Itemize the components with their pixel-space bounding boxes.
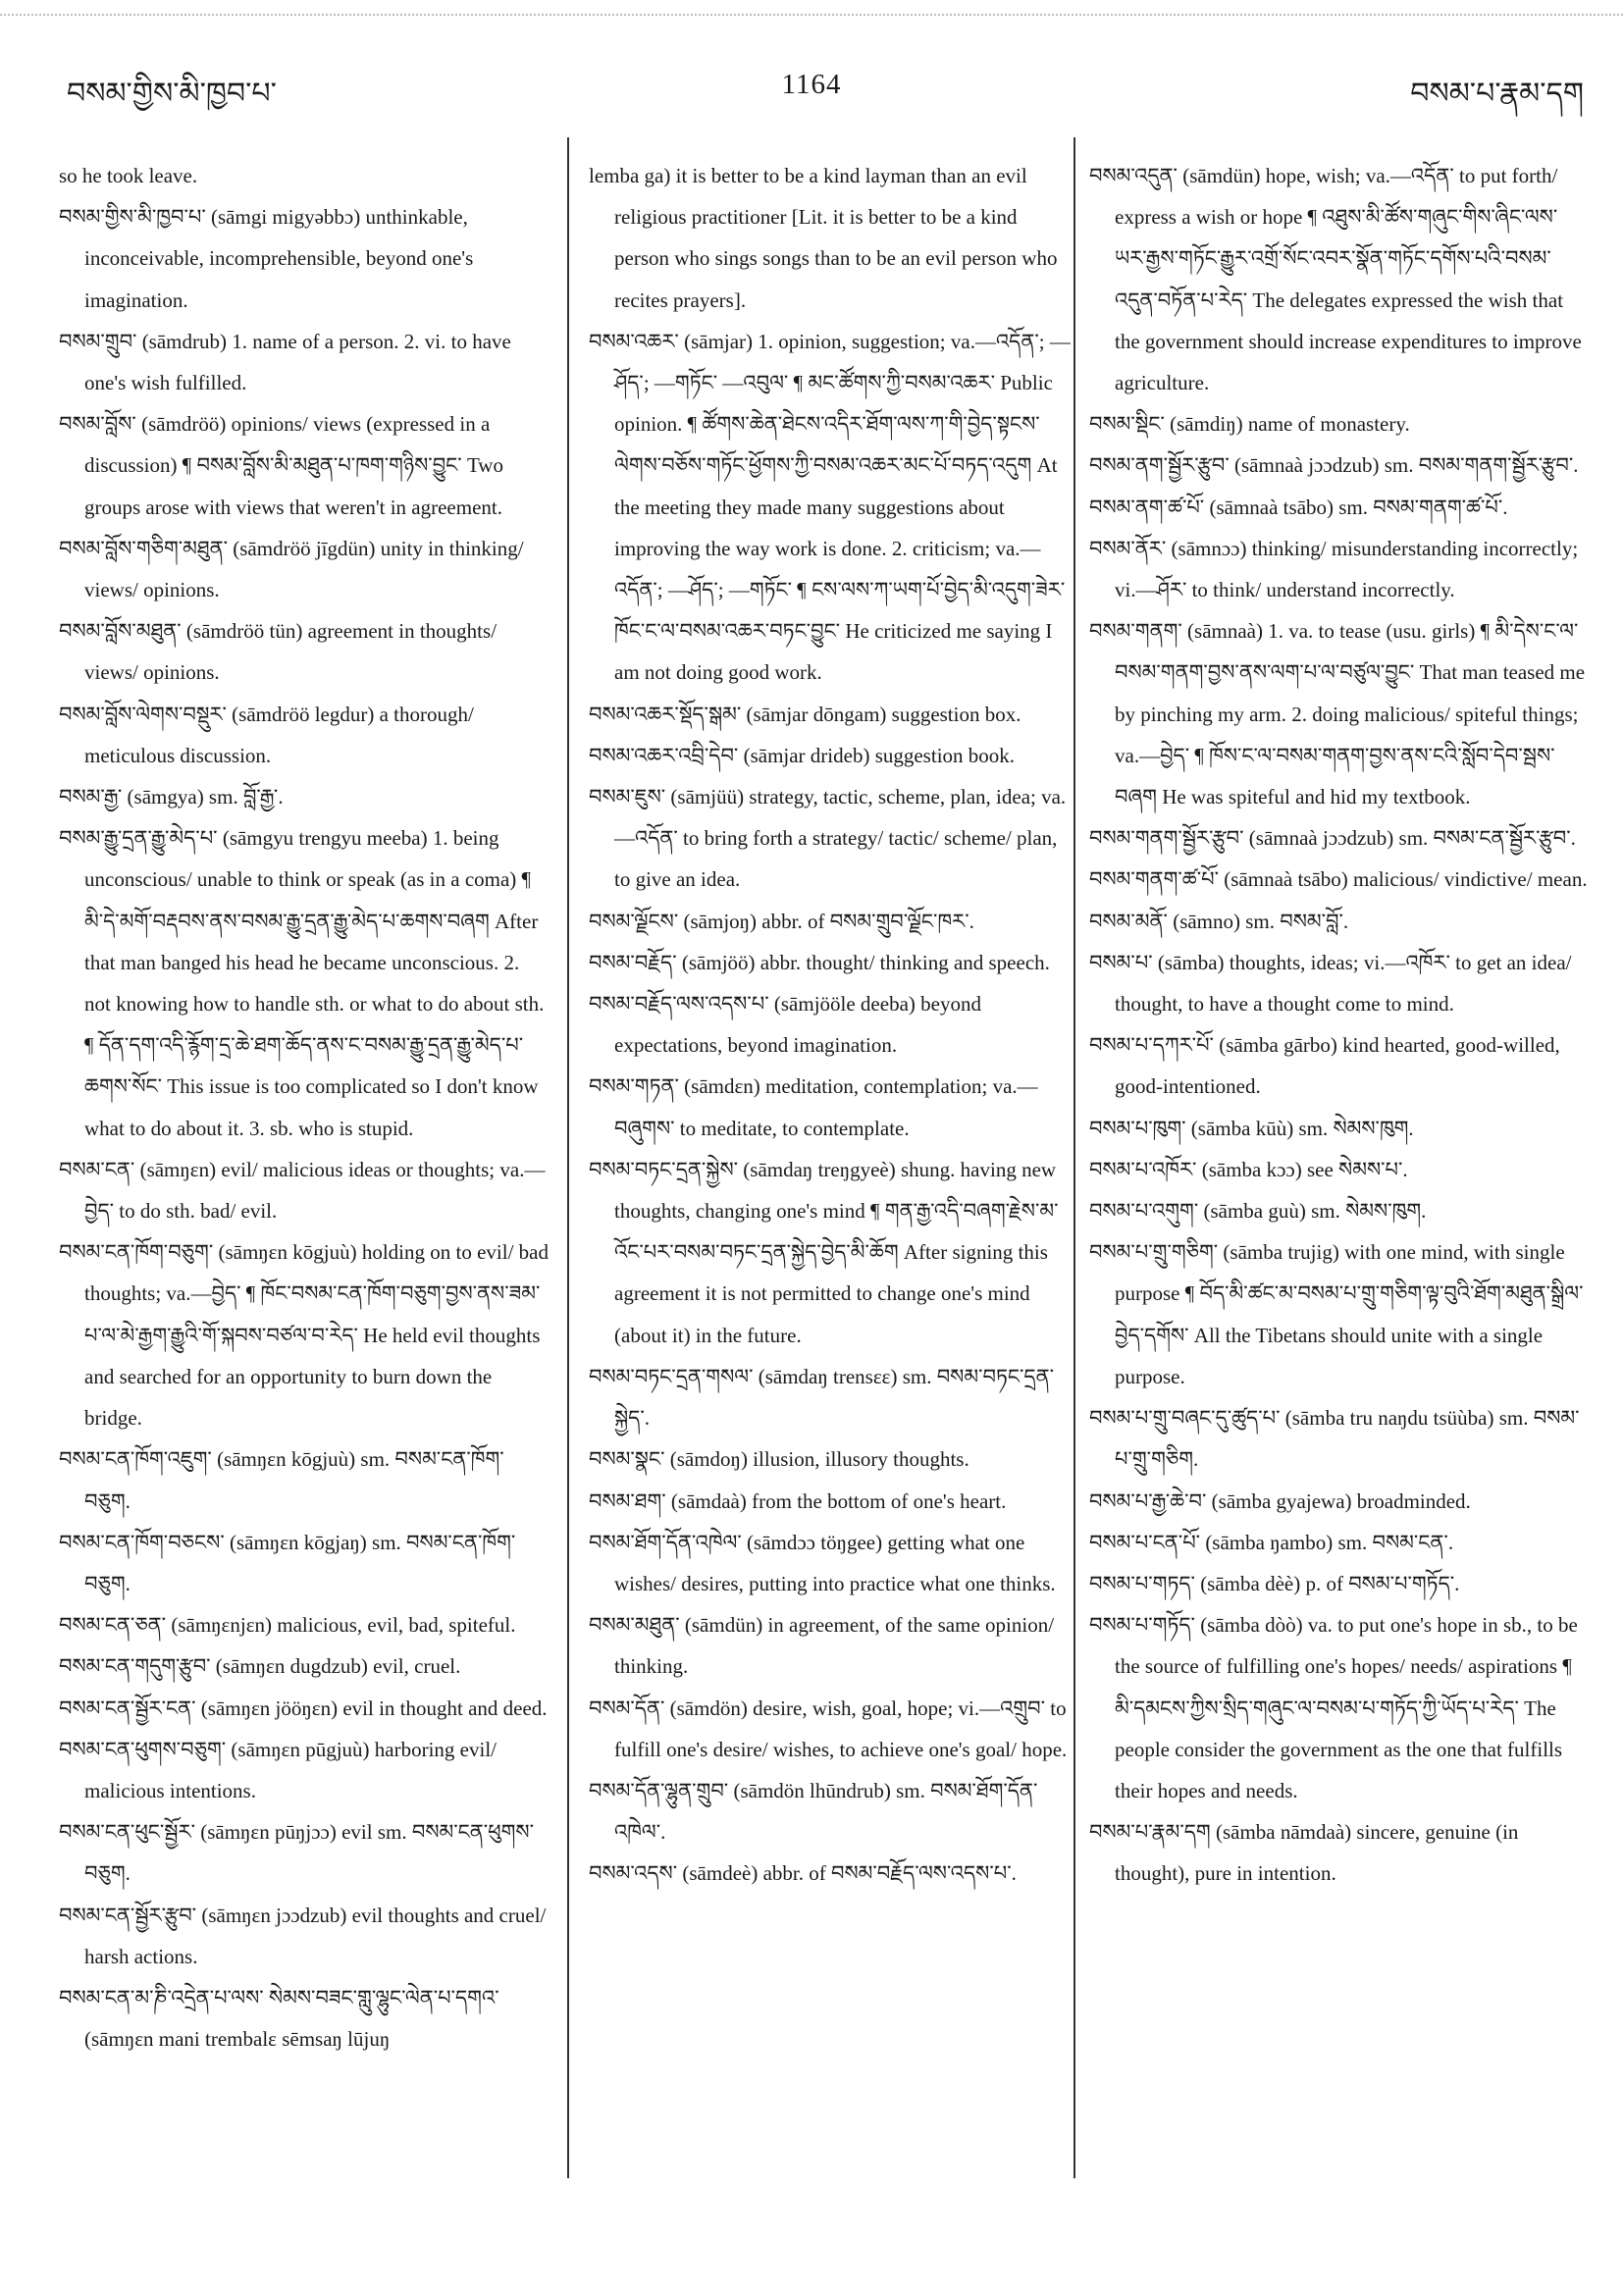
dictionary-entry: བསམ་འདས་ (sāmdeè) abbr. of བསམ་བརྗོད་ལས་འདས་པ་. [589, 1861, 1017, 1886]
dictionary-entry: བསམ་པ་རྣམ་དག (sāmba nāmdaà) sincere, genuine (in thought), pure in intention. [1089, 1820, 1519, 1886]
dictionary-entry: བསམ་པ་དཀར་པོ་ (sāmba gārbo) kind hearted, good-willed, good-intentioned. [1089, 1033, 1560, 1099]
dictionary-entry: བསམ་འཆར་སྡོད་སྒམ་ (sāmjar dōngam) suggestion box. [589, 702, 1021, 726]
column-rule-2 [1073, 137, 1075, 2178]
dictionary-entry: བསམ་ངན་མ་ཎི་འདྲེན་པ་ལས་ སེམས་བཟང་གླུ་ལྷུང་ལེན་པ་དགའ་ (sāmŋɛn mani trembalɛ sēmsaŋ lūjuŋ [59, 1985, 499, 2052]
page-number: 1164 [781, 69, 842, 100]
dictionary-entry: བསམ་འཆར་འབྲི་དེབ་ (sāmjar drideb) suggestion book. [589, 743, 1016, 767]
dictionary-entry: བསམ་སྡིང་ (sāmdiŋ) name of monastery. [1089, 412, 1410, 437]
column-left [59, 155, 550, 2060]
dictionary-entry: བསམ་གཏན་ (sāmdɛn) meditation, contemplation; va.—བཞུགས་ to meditate, to contemplate. [589, 1074, 1038, 1140]
dictionary-entry: བསམ་དོན་ (sāmdön) desire, wish, goal, hope; vi.—འགྲུབ་ to fulfill one's desire/ wishes, to achieve one's goal/ hope. [589, 1696, 1068, 1761]
dictionary-entry: བསམ་མཐུན་ (sāmdün) in agreement, of the same opinion/ thinking. [589, 1613, 1055, 1679]
dictionary-entry: བསམ་སྣང་ (sāmdoŋ) illusion, illusory thoughts. [589, 1447, 969, 1472]
dictionary-entry: བསམ་ནག་སྦྱོར་རྩུབ་ (sāmnaà jɔɔdzub) sm. བསམ་གནག་སྦྱོར་རྩུབ་. [1089, 453, 1579, 478]
dictionary-entry: བསམ་གྱིས་མི་ཁྱབ་པ་ (sāmgi migyəbbɔ) unthinkable, inconceivable, incomprehensible, beyond one's imagination. [59, 205, 474, 312]
dictionary-entry: བསམ་ནག་ཚ་པོ་ (sāmnaà tsābo) sm. བསམ་གནག་ཚ་པོ་. [1089, 495, 1508, 519]
dictionary-entry: བསམ་ཐོག་དོན་འཁེལ་ (sāmdɔɔ töŋgee) getting what one wishes/ desires, putting into practice what one thinks. [589, 1530, 1056, 1595]
dictionary-entry: བསམ་ལྗོངས་ (sāmjoŋ) abbr. of བསམ་གྲུབ་ལྗོང་ཁར་. [589, 909, 974, 933]
dictionary-entry: བསམ་བློས་ (sāmdröö) opinions/ views (expressed in a discussion) ¶ བསམ་བློས་མི་མཐུན་པ་ཁག་གཉིས་བྱུང་ Two groups arose with views that weren't in agreement. [59, 412, 503, 519]
dictionary-entry: བསམ་པ་གཏོད་ (sāmba dòò) va. to put one's hope in sb., to be the source of fulfilling one's hopes/ needs/ aspirations ¶ མི་དམངས་ཀྱིས་སྲིད་གཞུང་ལ་བསམ་པ་གཏོད་ཀྱི་ཡོད་པ་རེད་ The people consider the government as the one that fulfills their hopes and needs. [1089, 1613, 1578, 1802]
column-right [1089, 155, 1588, 1895]
dictionary-entry: བསམ་པ་ (sāmba) thoughts, ideas; vi.—འཁོར་ to get an idea/ thought, to have a thought come to mind. [1089, 950, 1572, 1017]
dictionary-entry: བསམ་ངན་ཕུང་སྦྱོར་ (sāmŋɛn pūŋjɔɔ) evil sm. བསམ་ངན་ཕུགས་བཅུག. [59, 1820, 535, 1886]
dictionary-entry: བསམ་པ་གྲུ་གཅིག་ (sāmba trujig) with one mind, with single purpose ¶ བོད་མི་ཚང་མ་བསམ་པ་གྲུ་གཅིག་ལྟ་བུའི་ཐོག་མཐུན་སྒྲིལ་བྱེད་དགོས་ All the Tibetans should unite with a single purpose. [1089, 1240, 1584, 1388]
dictionary-entry: བསམ་པ་ངན་པོ་ (sāmba ŋambo) sm. བསམ་ངན་. [1089, 1530, 1454, 1554]
dictionary-entry: བསམ་པ་གྲུ་བཞང་དུ་ཚུད་པ་ (sāmba tru naŋdu tsüùba) sm. བསམ་པ་གྲུ་གཅིག. [1089, 1406, 1580, 1472]
dictionary-entry: བསམ་གྲུབ་ (sāmdrub) 1. name of a person. 2. vi. to have one's wish fulfilled. [59, 329, 511, 395]
dictionary-entry: བསམ་ངན་ཁོག་འཇུག་ (sāmŋɛn kōgjuù) sm. བསམ་ངན་ཁོག་བཅུག. [59, 1447, 504, 1513]
dictionary-entry: བསམ་འདུན་ (sāmdün) hope, wish; va.—འདོན་ to put forth/ express a wish or hope ¶ འཐུས་མི་ཚོས་གཞུང་གིས་ཞིང་ལས་ཡར་རྒྱས་གཏོང་རྒྱུར་འགྲོ་སོང་འབར་སྣོན་གཏོང་དགོས་པའི་བསམ་འདུན་བཏོན་པ་རེད་ The delegates expressed the wish that the government should increase expenditures to improve agriculture. [1089, 164, 1582, 395]
dictionary-entry: བསམ་ངན་སྦྱོར་ངན་ (sāmŋɛn jööŋɛn) evil in thought and deed. [59, 1696, 548, 1720]
dictionary-entry: བསམ་རྒྱ་ (sāmgya) sm. བློ་རྒྱ་. [59, 785, 284, 809]
dictionary-entry: བསམ་བློས་གཅིག་མཐུན་ (sāmdröö jīgdün) unity in thinking/ views/ opinions. [59, 536, 524, 602]
dictionary-entry: བསམ་ངན་ (sāmŋɛn) evil/ malicious ideas or thoughts; va.—བྱེད་ to do sth. bad/ evil. [59, 1157, 546, 1224]
running-header-right: བསམ་པ་རྣམ་དག [1410, 78, 1584, 110]
dictionary-entry: བསམ་བློས་མཐུན་ (sāmdröö tün) agreement in thoughts/ views/ opinions. [59, 619, 497, 685]
dictionary-entry: so he took leave. [59, 164, 198, 187]
dictionary-entry: lemba ga) it is better to be a kind layman than an evil religious practitioner [Lit. it is better to be a kind person who sings songs than to be an evil person who recites prayers]. [589, 164, 1058, 312]
dictionary-entry: བསམ་མནོ་ (sāmno) sm. བསམ་བློ་. [1089, 909, 1349, 933]
dictionary-entry: བསམ་ཇུས་ (sāmjüü) strategy, tactic, scheme, plan, idea; va.—འདོན་ to bring forth a strategy/ tactic/ scheme/ plan, to give an idea. [589, 785, 1067, 892]
dictionary-entry: བསམ་ངན་གདུག་རྩུབ་ (sāmŋɛn dugdzub) evil, cruel. [59, 1654, 461, 1679]
dictionary-entry: བསམ་པ་ཁུག་ (sāmba kūù) sm. སེམས་ཁུག. [1089, 1116, 1414, 1140]
dictionary-entry: བསམ་གནག་སྦྱོར་རྩུབ་ (sāmnaà jɔɔdzub) sm. བསམ་ངན་སྦྱོར་རྩུབ་. [1089, 826, 1576, 851]
dictionary-entry: བསམ་པ་གཏད་ (sāmba dèè) p. of བསམ་པ་གཏོད་. [1089, 1571, 1460, 1595]
top-scan-edge [0, 14, 1623, 16]
dictionary-entry: བསམ་བརྗོད་ (sāmjöö) abbr. thought/ thinking and speech. [589, 950, 1050, 974]
dictionary-entry: བསམ་པ་འཁོར་ (sāmba kɔɔ) see སེམས་པ་. [1089, 1157, 1408, 1181]
dictionary-entry: བསམ་གནག་ (sāmnaà) 1. va. to tease (usu. girls) ¶ མི་དེས་ང་ལ་བསམ་གནག་བྱས་ནས་ལག་པ་ལ་བཙུལ་བྱུང་ That man teased me by pinching my arm. 2. doing malicious/ spiteful things; va.—བྱེད་ ¶ ཁོས་ང་ལ་བསམ་གནག་བྱས་ནས་ངའི་སློབ་དེབ་སྦས་བཞག He was spiteful and hid my textbook. [1089, 619, 1586, 809]
dictionary-entry: བསམ་ངན་ཕུགས་བཅུག་ (sāmŋɛn pūgjuù) harboring evil/ malicious intentions. [59, 1737, 497, 1802]
dictionary-entry: བསམ་བརྗོད་ལས་འདས་པ་ (sāmjööle deeba) beyond expectations, beyond imagination. [589, 992, 981, 1058]
dictionary-entry: བསམ་འཆར་ (sāmjar) 1. opinion, suggestion; va.—འདོན་; —ཤོད་; —གཏོང་ —འབུལ་ ¶ མང་ཚོགས་ཀྱི་བསམ་འཆར་ Public opinion. ¶ ཚོགས་ཆེན་ཐེངས་འདིར་ཐོག་ལས་ཀ་གི་བྱེད་སྟངས་ལེགས་བཅོས་གཏོང་ཕྱོགས་ཀྱི་བསམ་འཆར་མང་པོ་བཏད་འདུག At the meeting they made many suggestions about improving the way work is done. 2. criticism; va.—འདོན་; —ཤོད་; —གཏོང་ ¶ ངས་ལས་ཀ་ཡག་པོ་བྱེད་མི་འདུག་ཟེར་ཁོང་ང་ལ་བསམ་འཆར་བཏང་བྱུང་ He criticized me saying I am not doing good work. [589, 329, 1071, 685]
dictionary-entry: བསམ་བཏང་དྲན་གསལ་ (sāmdaŋ trensɛɛ) sm. བསམ་བཏང་དྲན་སྐྱེད་. [589, 1364, 1054, 1431]
dictionary-entry: བསམ་རྒྱུ་དྲན་རྒྱུ་མེད་པ་ (sāmgyu trengyu meeba) 1. being unconscious/ unable to think or speak (as in a coma) ¶ མི་དེ་མགོ་བརྡབས་ནས་བསམ་རྒྱུ་དྲན་རྒྱུ་མེད་པ་ཆགས་བཞག After that man banged his head he became unconscious. 2. not knowing how to handle sth. or what to do about sth. ¶ དོན་དག་འདི་རྙོག་དྲ་ཆེ་ཐག་ཆོད་ནས་ང་བསམ་རྒྱུ་དྲན་རྒྱུ་མེད་པ་ཆགས་སོང་ This issue is too complicated so I don't know what to do about it. 3. sb. who is stupid. [59, 826, 545, 1140]
dictionary-entry: བསམ་ངན་ཅན་ (sāmŋɛnjɛn) malicious, evil, bad, spiteful. [59, 1613, 516, 1638]
dictionary-entry: བསམ་བཏང་དྲན་སྐྱེས་ (sāmdaŋ treŋgyeè) shung. having new thoughts, changing one's mind ¶ གན་རྒྱ་འདི་བཞག་རྗེས་མ་འོང་པར་བསམ་བཏང་དྲན་སྐྱེད་བྱེད་མི་ཆོག After signing this agreement it is not permitted to change one's mind (about it) in the future. [589, 1157, 1059, 1347]
dictionary-entry: བསམ་ངན་ཁོག་བཅུག་ (sāmŋɛn kōgjuù) holding on to evil/ bad thoughts; va.—བྱེད་ ¶ ཁོང་བསམ་ངན་ཁོག་བཅུག་བྱས་ནས་ཟམ་པ་ལ་མེ་རྒྱག་རྒྱུའི་གོ་སྐབས་བཙལ་བ་རེད་ He held evil thoughts and searched for an opportunity to burn down the bridge. [59, 1240, 549, 1431]
dictionary-entry: བསམ་བློས་ལེགས་བསྡུར་ (sāmdröö legdur) a thorough/ meticulous discussion. [59, 702, 474, 767]
dictionary-entry: བསམ་དོན་ལྷུན་གྲུབ་ (sāmdön lhūndrub) sm. བསམ་ཐོག་དོན་འཁེལ་. [589, 1778, 1038, 1845]
column-middle [589, 155, 1072, 1895]
column-rule-1 [567, 137, 569, 2178]
dictionary-entry: བསམ་ནོར་ (sāmnɔɔ) thinking/ misunderstanding incorrectly; vi.—ཤོར་ to think/ understand incorrectly. [1089, 536, 1579, 602]
dictionary-entry: བསམ་ངན་སྦྱོར་རྩུབ་ (sāmŋɛn jɔɔdzub) evil thoughts and cruel/ harsh actions. [59, 1903, 547, 1968]
dictionary-entry: བསམ་གནག་ཚ་པོ་ (sāmnaà tsābo) malicious/ vindictive/ mean. [1089, 867, 1588, 892]
dictionary-entry: བསམ་ངན་ཁོག་བཅངས་ (sāmŋɛn kōgjaŋ) sm. བསམ་ངན་ཁོག་བཅུག. [59, 1530, 516, 1595]
running-header-left: བསམ་གྱིས་མི་ཁྱབ་པ་ [67, 78, 277, 110]
dictionary-entry: བསམ་ཐག་ (sāmdaà) from the bottom of one's heart. [589, 1488, 1007, 1513]
dictionary-entry: བསམ་པ་འགུག་ (sāmba guù) sm. སེམས་ཁུག. [1089, 1199, 1427, 1224]
dictionary-entry: བསམ་པ་རྒྱ་ཆེ་བ་ (sāmba gyajewa) broadminded. [1089, 1488, 1471, 1513]
